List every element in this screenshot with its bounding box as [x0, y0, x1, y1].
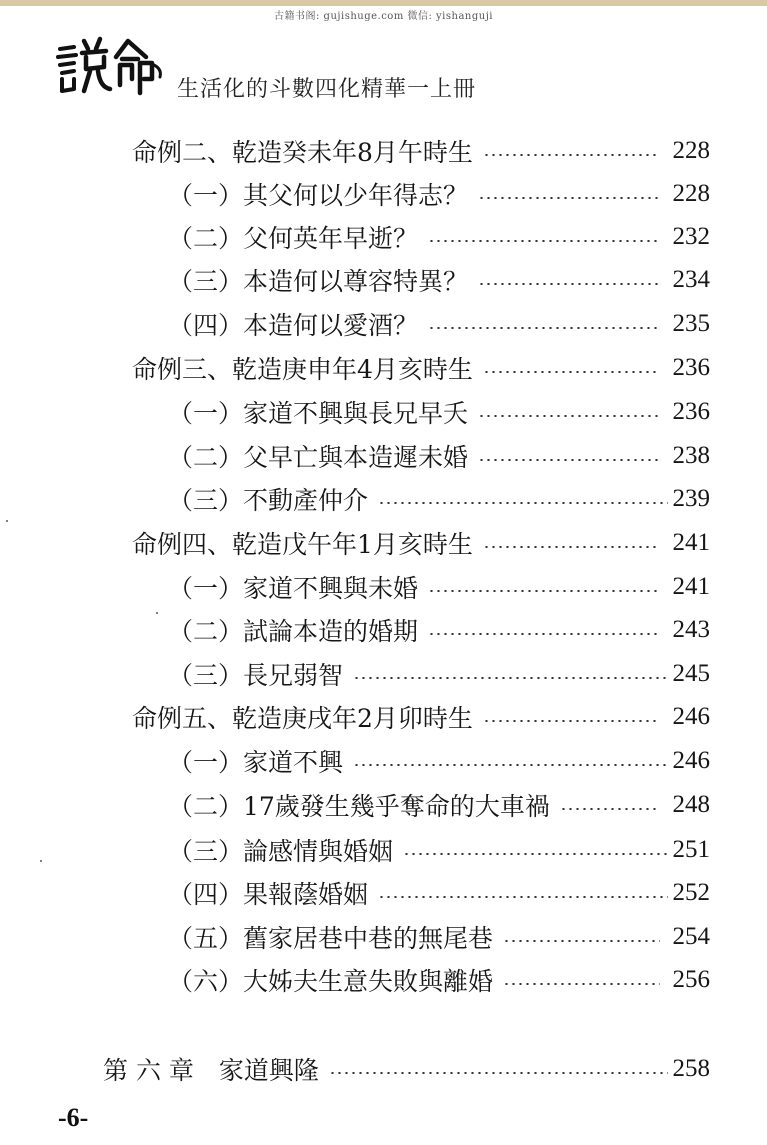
- toc-entry-title: （一）家道不興與長兄早夭: [168, 399, 469, 428]
- scan-speck: [6, 520, 8, 522]
- toc-entry-title: 命例二、乾造癸未年8月午時生: [132, 138, 473, 167]
- toc-entry[interactable]: [132, 131, 710, 171]
- toc-leader-dots: [478, 459, 660, 461]
- toc-page-number: 236: [672, 398, 710, 425]
- toc-leader-dots: [378, 896, 668, 898]
- toc-page-number: 258: [672, 1055, 710, 1082]
- toc-leader-dots: [478, 283, 660, 285]
- toc-entry[interactable]: [168, 873, 710, 913]
- toc-page-number: 235: [672, 310, 710, 337]
- toc-entry[interactable]: [168, 217, 710, 257]
- toc-leader-dots: [483, 720, 660, 722]
- toc-page-number: 241: [672, 573, 710, 600]
- toc-page-number: 245: [672, 660, 710, 687]
- toc-entry-title: 命例五、乾造庚戌年2月卯時生: [132, 704, 473, 733]
- toc-leader-dots: [428, 240, 660, 242]
- toc-leader-dots: [353, 764, 668, 766]
- toc-leader-dots: [503, 983, 660, 985]
- toc-entry[interactable]: [168, 917, 710, 957]
- toc-chapter-title: 第 六 章 家道興隆: [103, 1056, 319, 1085]
- toc-page-number: 254: [672, 923, 710, 950]
- toc-entry-title: （二）父早亡與本造遲未婚: [168, 443, 469, 472]
- toc-leader-dots: [329, 1072, 668, 1074]
- toc-entry[interactable]: [168, 392, 710, 432]
- toc-page-number: 236: [672, 354, 710, 381]
- toc-entry-title: （三）本造何以尊容特異？: [168, 267, 469, 296]
- toc-leader-dots: [478, 197, 660, 199]
- toc-entry[interactable]: [168, 567, 710, 607]
- toc-page-number: 251: [672, 836, 710, 863]
- toc-page-number: 232: [672, 223, 710, 250]
- toc-entry-title: 命例四、乾造戊午年1月亥時生: [132, 530, 473, 559]
- toc-leader-dots: [483, 546, 660, 548]
- toc-chapter-entry[interactable]: [103, 1049, 710, 1089]
- toc-leader-dots: [483, 154, 660, 156]
- page-number: -6-: [58, 1103, 89, 1132]
- toc-leader-dots: [428, 590, 660, 592]
- toc-page-number: 228: [672, 137, 710, 164]
- toc-entry-title: （三）不動產仲介: [168, 486, 369, 515]
- toc-leader-dots: [428, 633, 660, 635]
- toc-entry-title: （二）17歲發生幾乎奪命的大車禍: [168, 792, 550, 821]
- toc-entry[interactable]: [168, 741, 710, 781]
- toc-entry[interactable]: [132, 348, 710, 388]
- toc-entry[interactable]: [168, 960, 710, 1000]
- toc-page-number: 256: [672, 966, 710, 993]
- toc-page-number: 243: [672, 616, 710, 643]
- toc-page-number: 234: [672, 266, 710, 293]
- toc-entry-title: （二）父何英年早逝？: [168, 224, 419, 253]
- toc-entry-title: 命例三、乾造庚申年4月亥時生: [132, 355, 473, 384]
- toc-page-number: 248: [672, 791, 710, 818]
- toc-entry-title: （六）大姊夫生意失敗與離婚: [168, 967, 494, 996]
- toc-entry[interactable]: [168, 479, 710, 519]
- toc-entry[interactable]: [168, 785, 710, 825]
- toc-entry[interactable]: [168, 304, 710, 344]
- toc-page-number: 246: [672, 703, 710, 730]
- toc-entry-title: （一）其父何以少年得志？: [168, 181, 469, 210]
- toc-entry-title: （三）長兄弱智: [168, 661, 344, 690]
- toc-entry-title: （二）試論本造的婚期: [168, 617, 419, 646]
- toc-leader-dots: [403, 853, 668, 855]
- toc-leader-dots: [483, 371, 660, 373]
- toc-page-number: 239: [672, 485, 710, 512]
- toc-leader-dots: [428, 327, 660, 329]
- toc-page-number: 238: [672, 442, 710, 469]
- toc-entry-title: （四）果報蔭婚姻: [168, 880, 369, 909]
- toc-entry-title: （一）家道不興: [168, 748, 344, 777]
- toc-entry[interactable]: [168, 174, 710, 214]
- toc-leader-dots: [560, 808, 660, 810]
- toc-entry-title: （三）論感情與婚姻: [168, 837, 394, 866]
- watermark: 古籍书阁: gujishuge.com 微信: yishanguji: [274, 11, 493, 22]
- running-header-title: 生活化的斗數四化精華一上冊: [177, 77, 477, 102]
- toc-entry[interactable]: [168, 436, 710, 476]
- toc-page-number: 228: [672, 180, 710, 207]
- toc-page-number: 246: [672, 747, 710, 774]
- toc-leader-dots: [378, 502, 668, 504]
- toc-entry-title: （一）家道不興與未婚: [168, 574, 419, 603]
- toc-entry[interactable]: [168, 260, 710, 300]
- toc-entry[interactable]: [168, 830, 710, 870]
- toc-entry[interactable]: [168, 654, 710, 694]
- scan-speck: [40, 860, 42, 862]
- toc-page-number: 241: [672, 529, 710, 556]
- scan-speck: [156, 612, 158, 614]
- toc-entry[interactable]: [168, 610, 710, 650]
- toc-entry[interactable]: [132, 523, 710, 563]
- toc-leader-dots: [353, 677, 668, 679]
- toc-entry-title: （五）舊家居巷中巷的無尾巷: [168, 924, 494, 953]
- toc-entry-title: （四）本造何以愛酒？: [168, 311, 419, 340]
- toc-leader-dots: [503, 940, 660, 942]
- toc-entry[interactable]: [132, 697, 710, 737]
- toc-leader-dots: [478, 415, 660, 417]
- toc-page-number: 252: [672, 879, 710, 906]
